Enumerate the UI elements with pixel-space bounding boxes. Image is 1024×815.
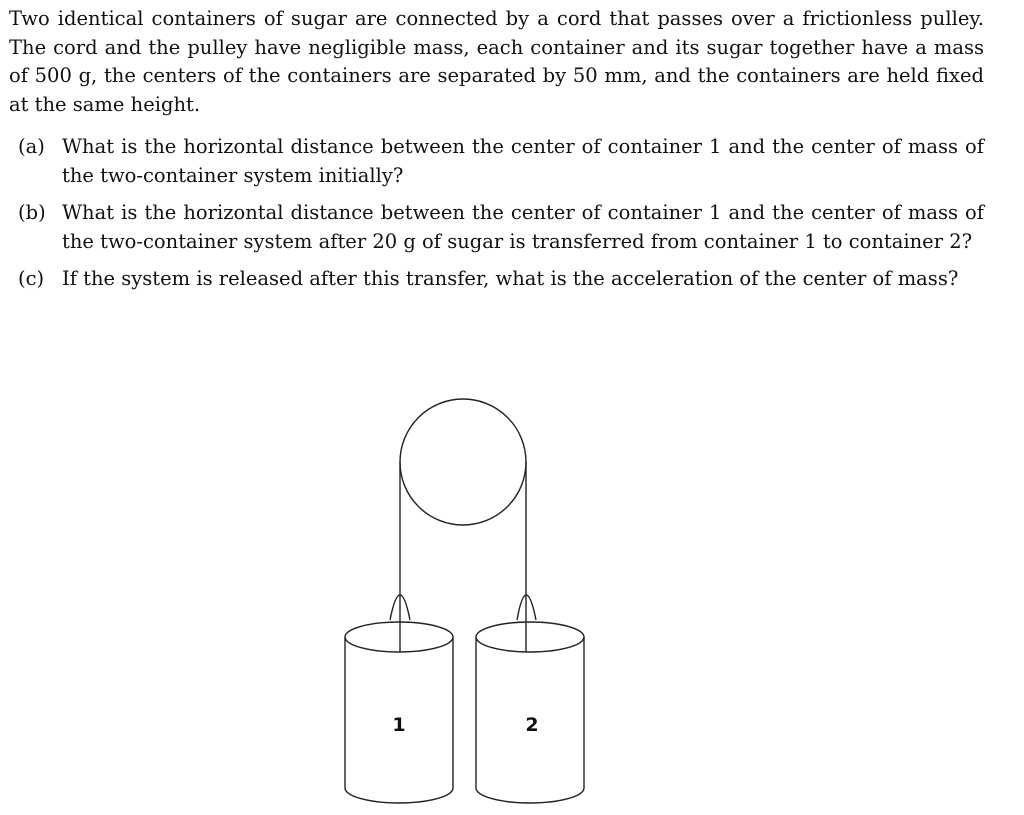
- container-2-label: 2: [525, 714, 539, 736]
- container-2-base: [476, 788, 584, 803]
- container-1-rim: [345, 622, 453, 652]
- diagram-strokes: [345, 399, 584, 803]
- container-2-rim: [476, 622, 584, 652]
- part-text-c: If the system is released after this transfer, what is the acceleration of the center of mass?: [62, 267, 959, 290]
- container-1-base: [345, 788, 453, 803]
- pulley-diagram-svg: [330, 390, 600, 810]
- question-part-b: [9, 199, 984, 256]
- container-1-label: 1: [392, 714, 406, 736]
- problem-intro: Two identical containers of sugar are connected by a cord that passes over a frictionless pulley. The cord and the pulley have negligible mass, each container and its sugar together have a mass of 500 g, the centers of the containers are separated by 50 mm, and the containers are held fixed at the same height.: [9, 7, 984, 116]
- container-2: [476, 622, 584, 803]
- question-part-c: [9, 265, 984, 294]
- part-label-a: (a): [18, 135, 45, 158]
- part-text-b: What is the horizontal distance between the center of container 1 and the center of mass of the two-container system after 20 g of sugar is transferred from container 1 to container 2?: [62, 201, 984, 253]
- part-label-c: (c): [18, 267, 45, 290]
- question-part-a: [9, 133, 984, 190]
- pulley-wheel: [400, 399, 526, 525]
- question-parts: [9, 133, 984, 294]
- part-text-a: What is the horizontal distance between the center of container 1 and the center of mass of the two-container system initially?: [62, 135, 984, 187]
- container-1: [345, 622, 453, 803]
- problem-statement: [9, 5, 984, 303]
- pulley-diagram: [330, 390, 600, 810]
- part-label-b: (b): [18, 201, 46, 224]
